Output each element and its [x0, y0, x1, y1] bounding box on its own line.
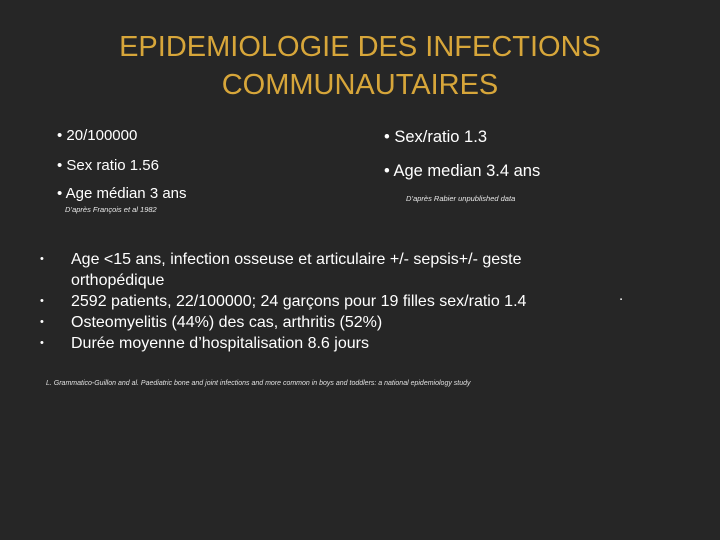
left-item-median-age: • Age médian 3 ans — [57, 185, 187, 202]
left-item-incidence: • 20/100000 — [57, 127, 138, 144]
slide-title-line-1: EPIDEMIOLOGIE DES INFECTIONS — [119, 31, 601, 63]
list-item — [38, 312, 618, 333]
bullet-marker: • — [40, 316, 44, 328]
list-item — [38, 249, 618, 291]
bullet-text: 2592 patients, 22/100000; 24 garçons pour 19 filles sex/ratio 1.4 — [71, 293, 527, 310]
list-item — [38, 333, 618, 354]
bullet-text: Age <15 ans, infection osseuse et articulaire +/- sepsis+/- geste orthopédique — [71, 251, 522, 289]
slide-title — [0, 28, 720, 104]
footer-citation: L. Grammatico-Guillon and al. Paediatric bone and joint infections and more common in boys and toddlers: a national epidemiology study — [46, 380, 471, 387]
left-source-note: D’après François et al 1982 — [65, 205, 157, 214]
stray-period: . — [619, 287, 624, 304]
bullet-marker: • — [40, 337, 44, 349]
left-item-sex-ratio: • Sex ratio 1.56 — [57, 157, 159, 174]
slide-title-line-2: COMMUNAUTAIRES — [221, 69, 499, 101]
bullet-marker: • — [40, 295, 44, 307]
right-item-median-age: • Age median 3.4 ans — [384, 162, 541, 180]
list-item — [38, 291, 618, 312]
bullet-marker: • — [40, 253, 44, 265]
bullet-list — [38, 249, 618, 354]
bullet-text: Durée moyenne d’hospitalisation 8.6 jours — [71, 335, 369, 352]
right-item-sex-ratio: • Sex/ratio 1.3 — [384, 128, 487, 146]
bullet-text: Osteomyelitis (44%) des cas, arthritis (52%) — [71, 314, 383, 331]
right-source-note: D’après Rabier unpublished data — [406, 194, 516, 203]
